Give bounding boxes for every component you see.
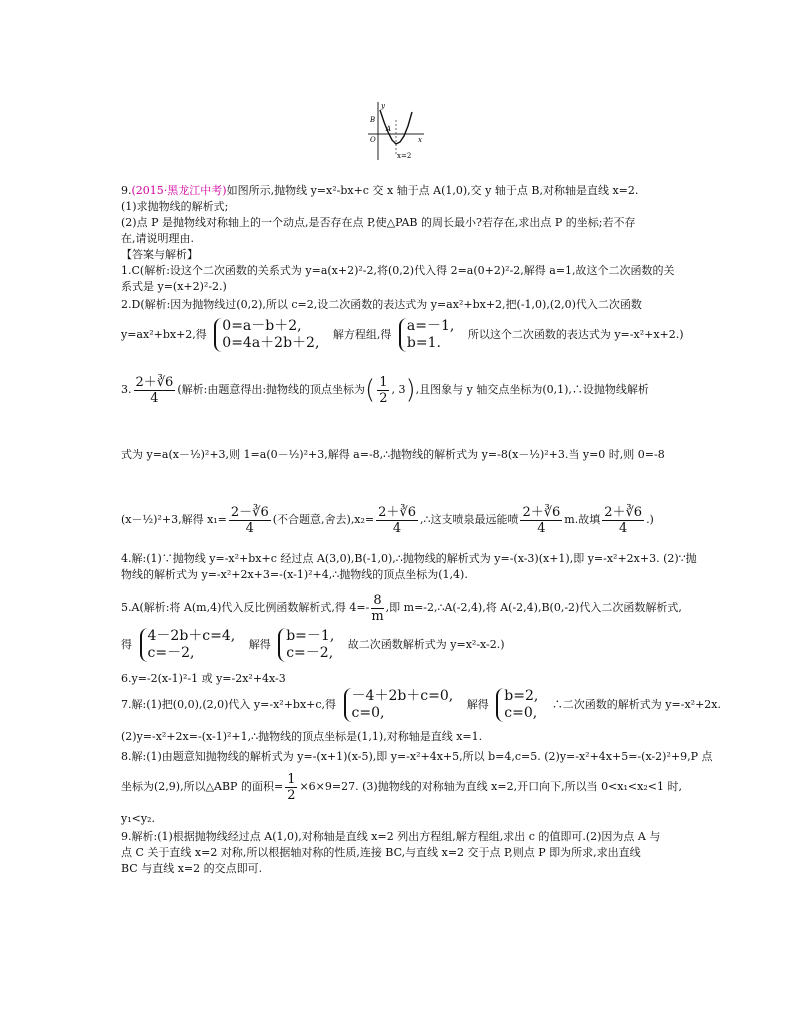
- a9-line3: BC 与直线 x=2 的交点即可.: [121, 862, 263, 875]
- a8-line1: 8.解:(1)由题意知抛物线的解析式为 y=-(x+1)(x-5),即 y=-x²+4x+5,所以 b=4,c=5. (2)y=-x²+4x+5=-(x-2)²+9,P 点: [121, 750, 713, 763]
- a3-line3a: (x－½)²+3,解得 x₁=: [121, 513, 227, 526]
- frac-bot: 2: [379, 390, 388, 406]
- frac-top: 1: [379, 374, 388, 390]
- a2-post: 所以这个二次函数的表达式为 y=-x²+x+2.): [467, 328, 684, 341]
- a2-line2: [121, 318, 684, 352]
- paren: (: [365, 375, 376, 405]
- q9-line1: 9.(2015·黑龙江中考)如图所示,抛物线 y=x²-bx+c 交 x 轴于点 A(1,0),交 y 轴于点 B,对称轴是直线 x=2.: [121, 184, 639, 197]
- a3-line3e: .): [646, 513, 654, 526]
- a2-sol2: b=1.: [406, 335, 441, 351]
- a7-solution-system: [496, 688, 544, 722]
- a2-eq2: 0=4a＋2b＋2,: [222, 335, 320, 351]
- frac-bot: 4: [537, 520, 546, 536]
- a1-line1: 1.C(解析:设这个二次函数的关系式为 y=a(x+2)²-2,将(0,2)代入得 2=a(0+2)²-2,解得 a=1,故这个二次函数的关: [121, 264, 675, 277]
- frac-bot: 4: [150, 390, 159, 406]
- a5-pre: 得: [121, 638, 132, 651]
- frac-top: 2＋∛6: [135, 374, 174, 390]
- q9-source[interactable]: (2015·黑龙江中考): [131, 184, 227, 197]
- a1-line2: 系式是 y=(x+2)²-2.): [121, 280, 227, 293]
- a5-mid: 解得: [248, 638, 271, 651]
- frac-top: 1: [287, 771, 296, 787]
- frac-bot: 4: [619, 520, 628, 536]
- point-a-label: A: [386, 125, 392, 133]
- a8-line3: y₁<y₂.: [121, 812, 155, 825]
- a3-vertex-x: [377, 375, 389, 406]
- a7-equation-system: [344, 688, 460, 722]
- frac-bot: 4: [392, 520, 402, 536]
- a7-line2: (2)y=-x²+2x=-(x-1)²+1,∴抛物线的顶点坐标是(1,1),对称轴是直线 x=1.: [121, 730, 483, 743]
- a5-post: 故二次函数解析式为 y=x²-x-2.): [347, 638, 505, 651]
- a5-sol2: c=－2,: [286, 645, 334, 661]
- parabola-curve: [380, 110, 412, 144]
- a5-equation-system: [140, 628, 242, 662]
- origin-label: O: [370, 136, 376, 144]
- a2-sol1: a=－1,: [406, 318, 455, 334]
- q9-text: 如图所示,抛物线 y=x²-bx+c 交 x 轴于点 A(1,0),交 y 轴于点 B,对称轴是直线 x=2.: [226, 184, 639, 197]
- frac-top: 2＋∛6: [378, 504, 416, 520]
- a3-line3c: ,∴这支喷泉最远能喷: [419, 513, 519, 526]
- a3-line3b: (不合题意,舍去),x₂=: [272, 513, 375, 526]
- frac-top: 2－∛6: [230, 504, 269, 520]
- a2-eq1: 0=a－b＋2,: [222, 318, 302, 334]
- a7-eq1: －4＋2b＋c=0,: [351, 688, 454, 704]
- frac-top: 2＋∛6: [604, 504, 643, 520]
- a5-solution-system: [278, 628, 340, 662]
- a8-line2: [121, 768, 682, 806]
- a3-final-fraction: [602, 505, 644, 536]
- a7-eq2: c=0,: [351, 705, 385, 721]
- a6-line: 6.y=-2(x-1)²-1 或 y=-2x²+4x-3: [121, 672, 286, 685]
- x-axis-label: x: [418, 136, 422, 144]
- a4-line1: 4.解:(1)∵抛物线 y=-x²+bx+c 经过点 A(3,0),B(-1,0),∴抛物线的解析式为 y=-(x-3)(x+1),即 y=-x²+2x+3. (2)∵抛: [121, 552, 697, 565]
- a5-line1a: 5.A(解析:将 A(m,4)代入反比例函数解析式,得 4=-: [121, 601, 370, 614]
- a5-sol1: b=－1,: [286, 628, 335, 644]
- frac-bot: 4: [245, 520, 254, 536]
- a4-line2: 物线的解析式为 y=-x²+2x+3=-(x-1)²+4,∴抛物线的顶点坐标为(1,4).: [121, 568, 468, 581]
- a8-line2b: ×6×9=27. (3)抛物线的对称轴为直线 x=2,开口向下,所以当 0<x₁<x₂<1 时,: [299, 780, 682, 793]
- frac-bot: 2: [287, 787, 296, 803]
- answers-heading: 【答案与解析】: [121, 248, 198, 261]
- a2-solution-system: [399, 318, 460, 352]
- point-b-label: B: [370, 116, 376, 124]
- a3-vertex-y: 3: [398, 383, 406, 396]
- a2-mid: 解方程组,得: [332, 328, 392, 341]
- a7-sol2: c=0,: [504, 705, 538, 721]
- q9-line3: (2)点 P 是抛物线对称轴上的一个动点,是否存在点 P,使△PAB 的周长最小?若存在,求出点 P 的坐标;若不存: [121, 216, 636, 229]
- a3-line3: [121, 500, 654, 540]
- a7-line1: [121, 688, 721, 722]
- a8-line2a: 坐标为(2,9),所以△ABP 的面积=: [121, 780, 284, 793]
- y-axis-label: y: [381, 102, 385, 110]
- a2-line1: 2.D(解析:因为抛物线过(0,2),所以 c=2,设二次函数的表达式为 y=ax²+bx+2,把(-1,0),(2,0)代入二次函数: [121, 298, 642, 311]
- a3-distance-fraction: [520, 505, 562, 536]
- a2-equation-system: [214, 318, 325, 352]
- paren: ): [405, 375, 416, 405]
- a3-text1: (解析:由题意得出:抛物线的顶点坐标为: [177, 383, 366, 396]
- a3-x2-fraction: [376, 505, 418, 536]
- frac-top: 2＋∛6: [522, 504, 561, 520]
- a7-sol1: b=2,: [504, 688, 539, 704]
- q9-line2: (1)求抛物线的解析式;: [121, 200, 229, 213]
- a5-eq1: 4－2b＋c=4,: [147, 628, 236, 644]
- a3-text2: ,且图象与 y 轴交点坐标为(0,1),∴设抛物线解析: [415, 383, 649, 396]
- a7-post: ∴二次函数的解析式为 y=-x²+2x.: [551, 698, 721, 711]
- a5-line2: [121, 628, 505, 662]
- q9-line4: 在,请说明理由.: [121, 232, 194, 245]
- a9-line2: 点 C 关于直线 x=2 对称,所以根据轴对称的性质,连接 BC,与直线 x=2 交于点 P,则点 P 即为所求,求出直线: [121, 846, 641, 859]
- a7-pre: 7.解:(1)把(0,0),(2,0)代入 y=-x²+bx+c,得: [121, 698, 337, 711]
- a3-line3d: m.故填: [564, 513, 601, 526]
- frac-bot: m: [371, 608, 384, 624]
- a3-line1: 3. $\frac{2+∛6}{4}$ (解析:由题意得出:抛物线的顶点坐标为( $\frac{1}{2}$ , 3),且图象与 y 轴交点坐标为(0,1),∴设抛物线解析: [121, 374, 649, 406]
- a8-fraction: [285, 772, 297, 803]
- a5-fraction: [371, 593, 383, 624]
- a9-line1: 9.解析:(1)根据抛物线经过点 A(1,0),对称轴是直线 x=2 列出方程组,解方程组,求出 c 的值即可.(2)因为点 A 与: [121, 830, 661, 843]
- symmetry-axis-label: x=2: [397, 152, 412, 160]
- a3-num: 3.: [121, 383, 132, 396]
- a5-eq2: c=－2,: [147, 645, 195, 661]
- a5-line1: [121, 590, 682, 626]
- a5-line1b: ,即 m=-2,∴A(-2,4),将 A(-2,4),B(0,-2)代入二次函数解析式,: [385, 601, 682, 614]
- a3-x1-fraction: [229, 505, 271, 536]
- a7-mid: 解得: [466, 698, 489, 711]
- frac-top: 8: [371, 593, 383, 609]
- parabola-figure: [366, 100, 426, 162]
- a3-line2: 式为 y=a(x－½)²+3,则 1=a(0－½)²+3,解得 a=-8,∴抛物线的解析式为 y=-8(x－½)²+3.当 y=0 时,则 0=-8: [121, 448, 665, 461]
- a2-pre: y=ax²+bx+2,得: [121, 328, 207, 341]
- a3-answer-fraction: [134, 375, 176, 406]
